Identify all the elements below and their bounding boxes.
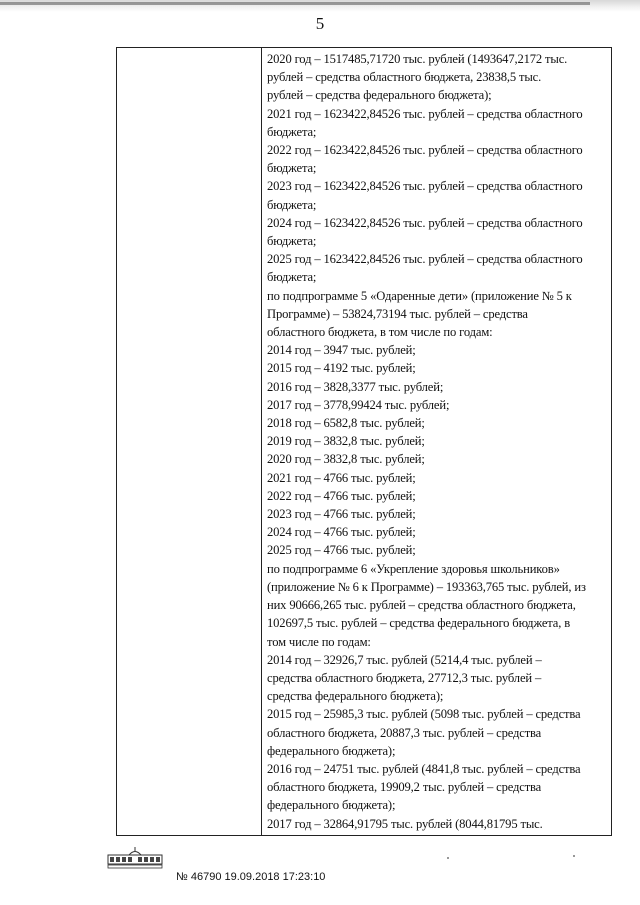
- table-content-cell: [267, 50, 605, 835]
- text-line: том числе по годам:: [267, 634, 371, 649]
- text-line: бюджета;: [267, 161, 317, 176]
- text-line: 2014 год – 32926,7 тыс. рублей (5214,4 тыс. рублей –: [267, 652, 542, 667]
- text-line: 2024 год – 1623422,84526 тыс. рублей – средства областного: [267, 215, 583, 230]
- text-line: 102697,5 тыс. рублей – средства федерального бюджета, в: [267, 616, 571, 631]
- scan-speck: [447, 857, 449, 859]
- page-number: 5: [315, 14, 325, 33]
- text-line: 2017 год – 3778,99424 тыс. рублей;: [267, 397, 450, 412]
- text-line: федерального бюджета);: [267, 743, 396, 758]
- registry-logo-icon: [107, 847, 163, 869]
- column-divider: [261, 48, 262, 835]
- text-line: 2017 год – 32864,91795 тыс. рублей (8044,81795 тыс.: [267, 816, 543, 831]
- text-line: бюджета;: [267, 197, 317, 212]
- text-line: 2016 год – 3828,3377 тыс. рублей;: [267, 379, 444, 394]
- text-line: федерального бюджета);: [267, 798, 396, 813]
- text-line: 2023 год – 1623422,84526 тыс. рублей – средства областного: [267, 179, 583, 194]
- text-line: 2022 год – 4766 тыс. рублей;: [267, 488, 416, 503]
- text-line: 2015 год – 4192 тыс. рублей;: [267, 361, 416, 376]
- text-line: областного бюджета, в том числе по годам:: [267, 325, 493, 340]
- text-line: 2020 год – 3832,8 тыс. рублей;: [267, 452, 425, 467]
- text-line: областного бюджета, 20887,3 тыс. рублей – средства: [267, 725, 542, 740]
- table-left-cell: [117, 48, 261, 835]
- text-line: 2018 год – 6582,8 тыс. рублей;: [267, 416, 425, 431]
- text-line: областного бюджета, 19909,2 тыс. рублей – средства: [267, 780, 542, 795]
- text-line: Программе) – 53824,73194 тыс. рублей – средства: [267, 306, 528, 321]
- text-line: бюджета;: [267, 270, 317, 285]
- text-line: средства федерального бюджета);: [267, 689, 444, 704]
- scan-top-edge: [0, 0, 640, 12]
- text-line: 2016 год – 24751 тыс. рублей (4841,8 тыс. рублей – средства: [267, 761, 581, 776]
- text-line: (приложение № 6 к Программе) – 193363,765 тыс. рублей, из: [267, 579, 586, 594]
- scan-edge-line: [0, 2, 590, 5]
- text-line: 2021 год – 1623422,84526 тыс. рублей – средства областного: [267, 106, 583, 121]
- text-line: 2023 год – 4766 тыс. рублей;: [267, 507, 416, 522]
- text-line: бюджета;: [267, 124, 317, 139]
- text-line: 2025 год – 4766 тыс. рублей;: [267, 543, 416, 558]
- text-line: 2024 год – 4766 тыс. рублей;: [267, 525, 416, 540]
- text-line: по подпрограмме 6 «Укрепление здоровья школьников»: [267, 561, 560, 576]
- text-line: 2015 год – 25985,3 тыс. рублей (5098 тыс. рублей – средства: [267, 707, 581, 722]
- document-table: [116, 47, 612, 836]
- scan-speck: [573, 855, 575, 857]
- text-line: 2022 год – 1623422,84526 тыс. рублей – средства областного: [267, 143, 583, 158]
- text-line: бюджета;: [267, 234, 317, 249]
- text-line: 2025 год – 1623422,84526 тыс. рублей – средства областного: [267, 252, 583, 267]
- text-line: [267, 833, 605, 835]
- text-line: 2019 год – 3832,8 тыс. рублей;: [267, 434, 425, 449]
- text-line: 2020 год – 1517485,71720 тыс. рублей (1493647,2172 тыс.: [267, 52, 568, 66]
- text-line: средства областного бюджета, 27712,3 тыс. рублей –: [267, 670, 542, 685]
- text-line: 2021 год – 4766 тыс. рублей;: [267, 470, 416, 485]
- registration-stamp: № 46790 19.09.2018 17:23:10: [176, 871, 326, 883]
- text-line: рублей – средства областного бюджета, 23838,5 тыс.: [267, 70, 542, 85]
- text-line: 2014 год – 3947 тыс. рублей;: [267, 343, 416, 358]
- text-line: по подпрограмме 5 «Одаренные дети» (приложение № 5 к: [267, 288, 572, 303]
- text-line: рублей – средства федерального бюджета);: [267, 88, 492, 103]
- text-line: них 90666,265 тыс. рублей – средства областного бюджета,: [267, 598, 576, 613]
